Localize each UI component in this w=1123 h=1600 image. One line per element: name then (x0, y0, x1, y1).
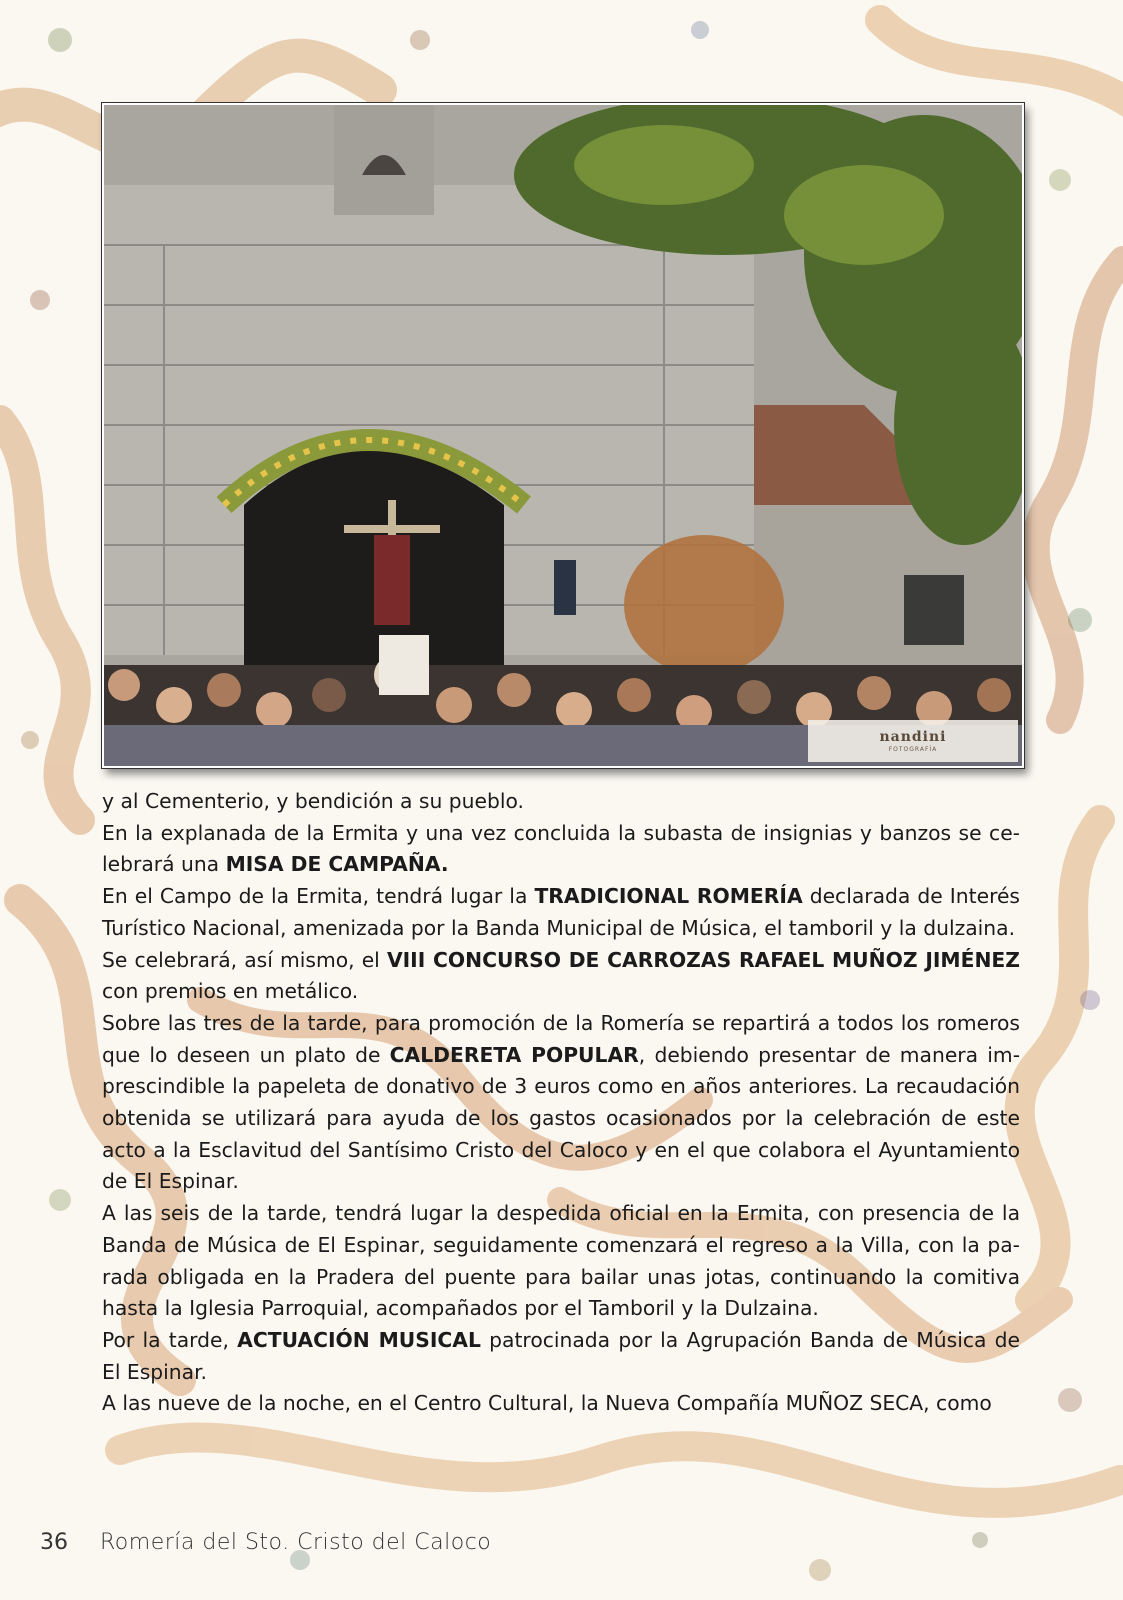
watermark-name: nandini (879, 729, 947, 745)
page-footer (40, 1530, 491, 1555)
body-paragraph (102, 1388, 1020, 1420)
paragraph-text: Se celebrará, así mismo, el (102, 947, 387, 972)
paragraph-text: con premios en metálico. (102, 979, 359, 1004)
article-body (102, 786, 1020, 1420)
watermark-subtitle: FOTOGRAFÍA (888, 746, 938, 753)
paragraph-text: A las seis de la tarde, tendrá lugar la despedida oficial en la Ermita, con presencia de la Banda de Música de El Espinar, seguidamente comenzará el regreso a la Villa, con la parada obligada en la Pradera del puente para bailar unas jotas, continuando la comitiva hasta la Iglesia Parroquial, acompañados por el Tamboril y la Dulzaina. (102, 1201, 1020, 1321)
body-paragraph (102, 881, 1020, 944)
paragraph-text: Sobre las tres de la tarde, para promoción de la Romería se repartirá a todos los romeros que lo deseen un plato de (102, 1010, 1020, 1067)
body-paragraph (102, 945, 1020, 1008)
paragraph-text: A las nueve de la noche, en el Centro Cultural, la Nueva Compañía MUÑOZ SECA, como (102, 1391, 992, 1416)
highlighted-event: VIII CONCURSO DE CARROZAS RAFAEL MUÑOZ JIMÉNEZ (386, 947, 1020, 972)
highlighted-event: TRADICIONAL ROMERÍA (534, 884, 803, 909)
highlighted-event: MISA DE CAMPAÑA. (225, 852, 449, 877)
church-photo (102, 103, 1024, 768)
church-facade-image (104, 105, 1022, 766)
paragraph-text: patrocinada por la Agrupación Banda de Música de El Espinar. (102, 1327, 1021, 1384)
body-paragraph (102, 1325, 1020, 1388)
body-paragraph (102, 1198, 1020, 1325)
paragraph-text: y al Cementerio, y bendición a su pueblo. (102, 789, 525, 813)
paragraph-text: En la explanada de la Ermita y una vez concluida la subasta de insignias y banzos se celebrará una (102, 820, 1020, 877)
publication-title: Romería del Sto. Cristo del Caloco (100, 1530, 492, 1555)
photographer-watermark (808, 720, 1018, 762)
paragraph-text: declarada de Interés Turístico Nacional, amenizada por la Banda Municipal de Música, el tamboril y la dulzaina. (102, 884, 1021, 940)
highlighted-event: ACTUACIÓN MUSICAL (237, 1327, 481, 1352)
highlighted-event: CALDERETA POPULAR (389, 1042, 639, 1067)
body-paragraph (102, 786, 1020, 818)
page-number: 36 (40, 1530, 68, 1555)
body-paragraph (102, 818, 1020, 881)
body-paragraph (102, 1008, 1020, 1198)
paragraph-text: En el Campo de la Ermita, tendrá lugar la (102, 884, 535, 909)
paragraph-text: Por la tarde, (102, 1327, 238, 1352)
paragraph-text: , debiendo presentar de manera imprescindible la papeleta de donativo de 3 euros como en años anteriores. La recaudación obtenida se utilizará para ayuda de los gastos ocasionados por la celebración de este acto a la Esclavitud del Santísimo Cristo del Caloco y en el que colabora el Ayuntamiento de El Espinar. (102, 1042, 1021, 1194)
